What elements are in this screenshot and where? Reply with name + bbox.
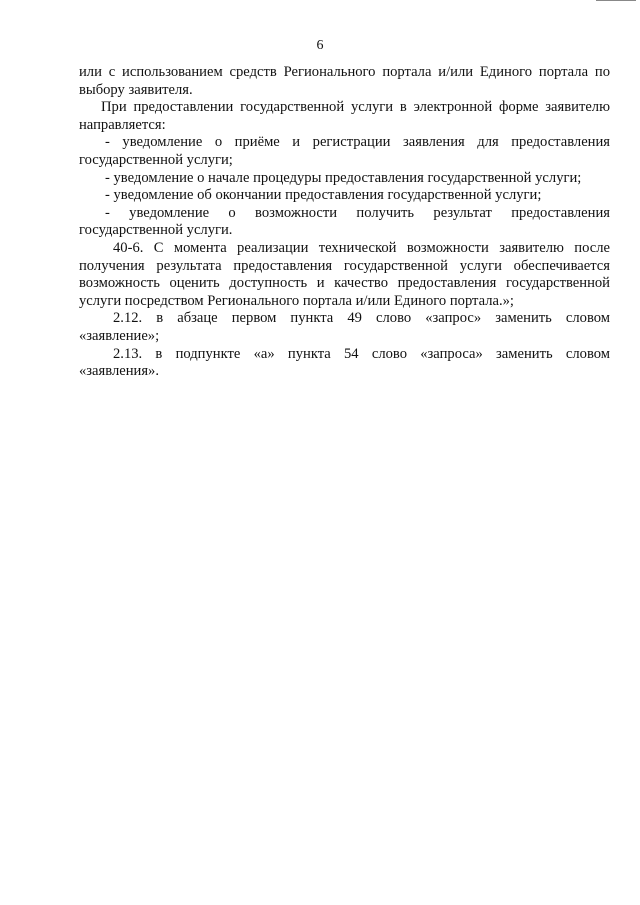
text-line: или с использованием средств Регионального портала и/или Единого портала по bbox=[79, 64, 610, 80]
text-line: услуги посредством Регионального портала и/или Единого портала.»; bbox=[79, 292, 514, 309]
text-line: государственной услуги. bbox=[79, 222, 233, 239]
document-body bbox=[79, 64, 610, 381]
text-line: государственной услуги; bbox=[79, 151, 233, 168]
text-line: При предоставлении государственной услуги в электронной форме заявителю bbox=[101, 99, 610, 116]
text-line: направляется: bbox=[79, 116, 166, 133]
text-line: выбору заявителя. bbox=[79, 81, 193, 98]
text-line: 2.12. в абзаце первом пункта 49 слово «запрос» заменить словом bbox=[113, 310, 610, 327]
text-line: 40-6. С момента реализации технической возможности заявителю после bbox=[113, 239, 610, 256]
text-line: получения результата предоставления государственной услуги обеспечивается bbox=[79, 257, 610, 274]
text-line: возможность оценить доступность и качество предоставления государственной bbox=[79, 275, 610, 292]
paragraph bbox=[79, 64, 610, 99]
text-line: - уведомление о начале процедуры предоставления государственной услуги; bbox=[105, 169, 582, 186]
page-number: 6 bbox=[316, 38, 324, 53]
text-line: - уведомление о приёме и регистрации заявления для предоставления bbox=[105, 134, 610, 151]
paragraph bbox=[79, 346, 610, 381]
text-line: «заявления». bbox=[79, 363, 159, 380]
text-line: - уведомление о возможности получить результат предоставления bbox=[105, 204, 610, 221]
text-line: - уведомление об окончании предоставления государственной услуги; bbox=[105, 187, 542, 204]
text-line: «заявление»; bbox=[79, 327, 160, 344]
scan-edge-mark bbox=[596, 0, 636, 3]
list-item bbox=[79, 187, 610, 205]
list-item bbox=[79, 170, 610, 188]
text-line: 2.13. в подпункте «а» пункта 54 слово «запроса» заменить словом bbox=[113, 345, 610, 362]
paragraph bbox=[79, 310, 610, 345]
paragraph bbox=[79, 240, 610, 310]
list-item bbox=[79, 205, 610, 240]
list-item bbox=[79, 134, 610, 169]
paragraph bbox=[79, 99, 610, 134]
